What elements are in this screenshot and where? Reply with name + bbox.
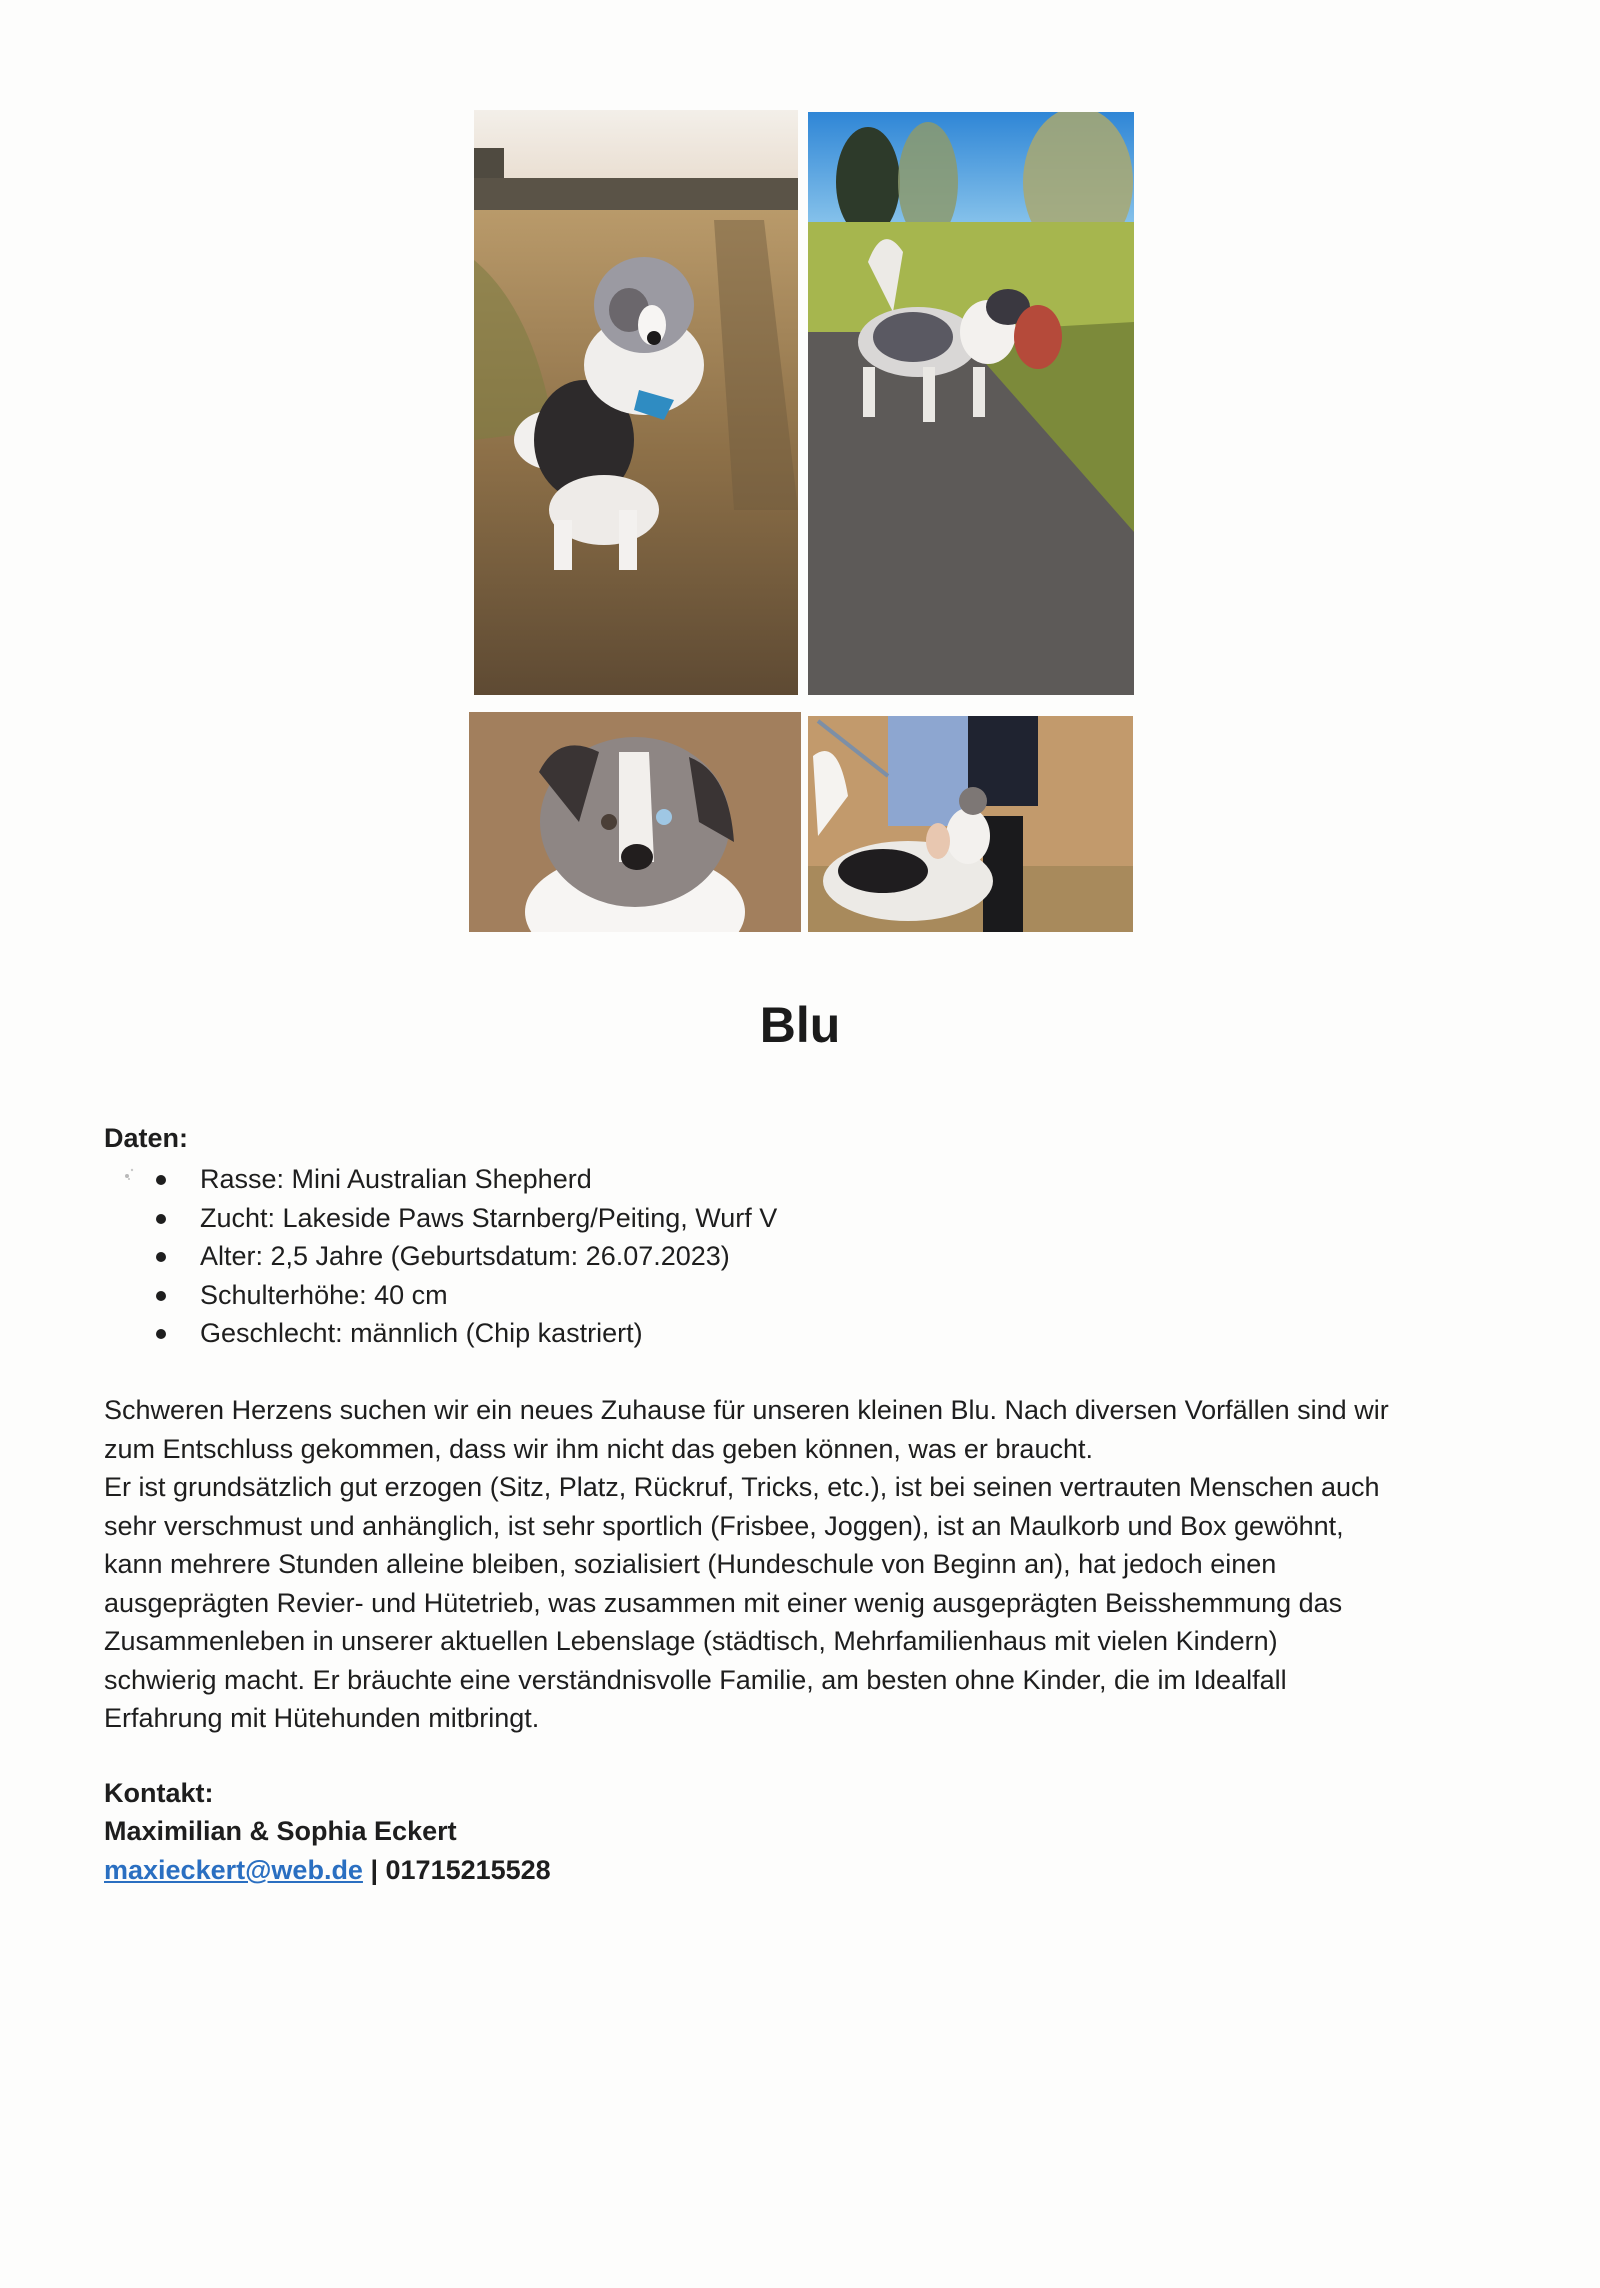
bullet-icon xyxy=(156,1214,166,1224)
page-title: Blu xyxy=(759,997,841,1053)
email-link[interactable]: maxieckert@web.de xyxy=(104,1855,363,1885)
description-line: kann mehrere Stunden alleine bleiben, sozialisiert (Hundeschule von Beginn an), hat jedoch einen xyxy=(104,1549,1277,1579)
fact-schulterhoehe xyxy=(104,1276,777,1315)
phone-number: 01715215528 xyxy=(385,1855,551,1885)
photo-dog-sitting-in-field xyxy=(474,110,798,695)
fact-alter xyxy=(104,1237,777,1276)
daten-list xyxy=(104,1160,777,1353)
description-line: Erfahrung mit Hütehunden mitbringt. xyxy=(104,1703,540,1733)
description-line: zum Entschluss gekommen, dass wir ihm nicht das geben können, was er braucht. xyxy=(104,1433,1093,1464)
photo-dog-with-frisbee xyxy=(808,112,1134,695)
fact-geschlecht xyxy=(104,1314,777,1353)
kontakt-heading: Kontakt: xyxy=(104,1778,214,1808)
bullet-icon xyxy=(156,1252,166,1262)
photo-dog-with-owner xyxy=(808,716,1133,932)
description-line: schwierig macht. Er bräuchte eine verständnisvolle Familie, am besten ohne Kinder, die im Idealfall xyxy=(104,1664,1287,1695)
contact-line xyxy=(104,1855,551,1886)
fact-text: Rasse: Mini Australian Shepherd xyxy=(200,1164,592,1194)
fact-text: Zucht: Lakeside Paws Starnberg/Peiting, Wurf V xyxy=(200,1202,778,1233)
description-paragraph xyxy=(104,1391,1524,1738)
daten-heading: Daten: xyxy=(104,1123,189,1153)
fact-text: Geschlecht: männlich (Chip kastriert) xyxy=(200,1318,643,1348)
fact-text: Alter: 2,5 Jahre (Geburtsdatum: 26.07.2023) xyxy=(200,1241,730,1271)
description-line: sehr verschmust und anhänglich, ist sehr sportlich (Frisbee, Joggen), ist an Maulkorb und Box gewöhnt, xyxy=(104,1510,1344,1541)
contact-name: Maximilian & Sophia Eckert xyxy=(104,1816,457,1846)
fact-text: Schulterhöhe: 40 cm xyxy=(200,1279,448,1310)
bullet-icon xyxy=(156,1175,166,1185)
description-line: ausgeprägten Revier- und Hütetrieb, was zusammen mit einer wenig ausgeprägten Beisshemmung das xyxy=(104,1587,1343,1618)
description-line: Er ist grundsätzlich gut erzogen (Sitz, Platz, Rückruf, Tricks, etc.), ist bei seinen vertrauten Menschen auch xyxy=(104,1472,1380,1502)
photo-dog-portrait xyxy=(469,712,801,932)
fact-rasse xyxy=(104,1160,777,1199)
bullet-icon xyxy=(156,1329,166,1339)
bullet-icon xyxy=(156,1291,166,1301)
description-line: Zusammenleben in unserer aktuellen Lebenslage (städtisch, Mehrfamilienhaus mit vielen Kindern) xyxy=(104,1626,1278,1656)
contact-separator: | xyxy=(362,1855,386,1885)
fact-zucht xyxy=(104,1199,777,1238)
description-line: Schweren Herzens suchen wir ein neues Zuhause für unseren kleinen Blu. Nach diversen Vorfällen sind wir xyxy=(104,1395,1389,1425)
